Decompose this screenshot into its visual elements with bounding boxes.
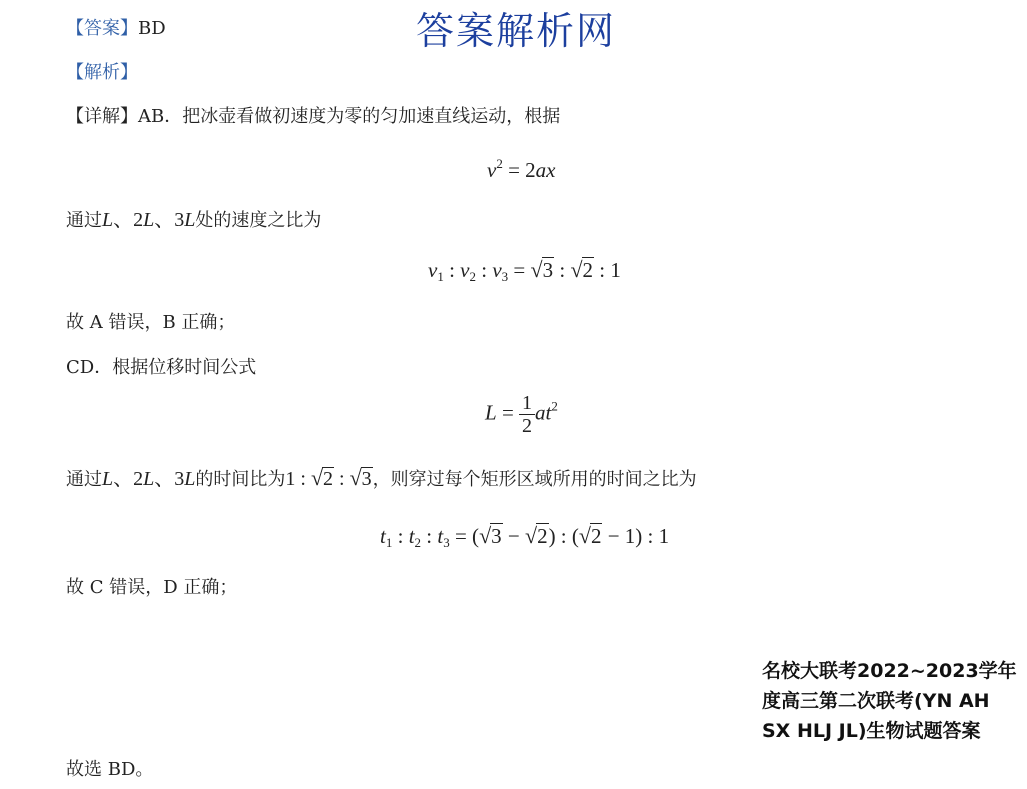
detail-line — [66, 105, 560, 129]
eq1-x: x — [546, 158, 556, 182]
eq4-sub2: 2 — [414, 535, 422, 550]
final-answer: 故选 BD。 — [66, 759, 154, 780]
eq1-rhs: = 2 — [502, 158, 536, 182]
eq4-sqrt-3: √3 — [479, 523, 502, 548]
equation-velocity-ratio — [428, 256, 621, 284]
eq3-L: L — [485, 400, 497, 425]
eq4-r3: 3 — [491, 524, 502, 548]
analysis-tag: 【解析】 — [66, 62, 138, 83]
eq4-sqrt-2: √2 — [524, 523, 548, 548]
eq2-sub1: 1 — [437, 269, 444, 284]
line2-sep2: 、3 — [154, 209, 185, 231]
equation-time-ratio — [380, 522, 669, 550]
eq4-minus: − — [502, 524, 525, 548]
line5-one: 1 — [285, 468, 296, 490]
detail-tag: 【详解】 — [66, 106, 138, 127]
line2-L2: L — [143, 209, 155, 231]
eq4-t2: t — [408, 524, 415, 548]
eq2-v1: v — [428, 258, 438, 282]
line5-sqrt-2: √2 — [310, 465, 334, 490]
detail-text: AB．把冰壶看做初速度为零的匀加速直线运动，根据 — [138, 106, 561, 127]
eq2-r3: 3 — [542, 258, 554, 282]
answer-tag: 【答案】 — [66, 18, 138, 39]
line2-prefix: 通过 — [66, 210, 102, 231]
line2-sep1: 、2 — [113, 209, 144, 231]
eq2-sub3: 3 — [501, 269, 509, 284]
cd-intro: CD．根据位移时间公式 — [66, 357, 257, 378]
eq3-at: at — [535, 400, 552, 425]
answer-line — [66, 17, 166, 41]
line5-prefix: 通过 — [66, 469, 102, 490]
eq2-equals: = — [508, 258, 531, 282]
eq4-r2b: 2 — [590, 524, 602, 548]
eq2-v3: v — [492, 258, 502, 282]
eq2-colon2: : — [476, 258, 493, 282]
line2-L1: L — [102, 209, 114, 231]
line5-colon1: : — [295, 468, 311, 490]
eq2-sub2: 2 — [469, 269, 476, 284]
eq4-r2: 2 — [537, 524, 548, 548]
line2-L3: L — [184, 209, 196, 231]
eq4-sub1: 1 — [385, 535, 393, 550]
conclusion-cd: 故 C 错误，D 正确； — [66, 577, 238, 598]
eq1-v: v — [487, 158, 497, 182]
eq4-tail: − 1) : 1 — [602, 524, 670, 548]
eq1-a: a — [535, 158, 547, 182]
equation-velocity-squared — [487, 156, 556, 184]
equation-displacement — [485, 392, 558, 437]
sqrt-2: √2 — [570, 257, 594, 282]
line5-sep2: 、3 — [154, 468, 185, 490]
eq3-exp: 2 — [551, 398, 558, 414]
eq2-v2: v — [460, 258, 470, 282]
eq4-sqrt-2b: √2 — [578, 523, 602, 548]
eq2-colon1: : — [443, 258, 461, 282]
line5-colon2: : — [334, 468, 350, 490]
eq2-r2: 2 — [582, 258, 594, 282]
line5-L2: L — [143, 468, 155, 490]
conclusion-ab: 故 A 错误，B 正确； — [66, 312, 236, 333]
fraction-half — [519, 392, 535, 437]
eq2-colon4: : — [594, 258, 611, 282]
answer-value: BD — [138, 18, 166, 39]
line5-r3: 3 — [361, 468, 372, 490]
eq1-exp: 2 — [496, 156, 503, 171]
line5-mid: 的时间比为 — [195, 469, 286, 490]
eq2-one: 1 — [610, 258, 621, 282]
line5-L3: L — [184, 468, 196, 490]
footer-source-note: 名校大联考2022~2023学年度高三第二次联考(YN AH SX HLJ JL)生物试题答案 — [762, 660, 1017, 742]
frac-num: 1 — [519, 392, 535, 415]
line5-suffix: ，则穿过每个矩形区域所用的时间之比为 — [372, 469, 697, 490]
line5-sep1: 、2 — [113, 468, 144, 490]
eq4-mid: ) : ( — [548, 524, 579, 548]
eq3-equals: = — [496, 400, 520, 425]
eq2-colon3: : — [554, 258, 571, 282]
eq4-t3: t — [437, 524, 444, 548]
time-ratio-intro — [66, 466, 697, 492]
line5-r2: 2 — [323, 468, 334, 490]
eq4-t1: t — [380, 524, 386, 548]
line5-L1: L — [102, 468, 114, 490]
line2-suffix: 处的速度之比为 — [195, 210, 322, 231]
eq4-sub3: 3 — [443, 535, 450, 550]
watermark-title: 答案解析网 — [416, 9, 617, 53]
line5-sqrt-3: √3 — [349, 465, 372, 490]
eq4-colon2: : — [421, 524, 438, 548]
sqrt-3: √3 — [530, 257, 554, 282]
frac-den: 2 — [522, 415, 533, 437]
velocity-ratio-intro — [66, 208, 321, 233]
eq4-equals: = ( — [449, 524, 480, 548]
eq4-colon1: : — [392, 524, 409, 548]
